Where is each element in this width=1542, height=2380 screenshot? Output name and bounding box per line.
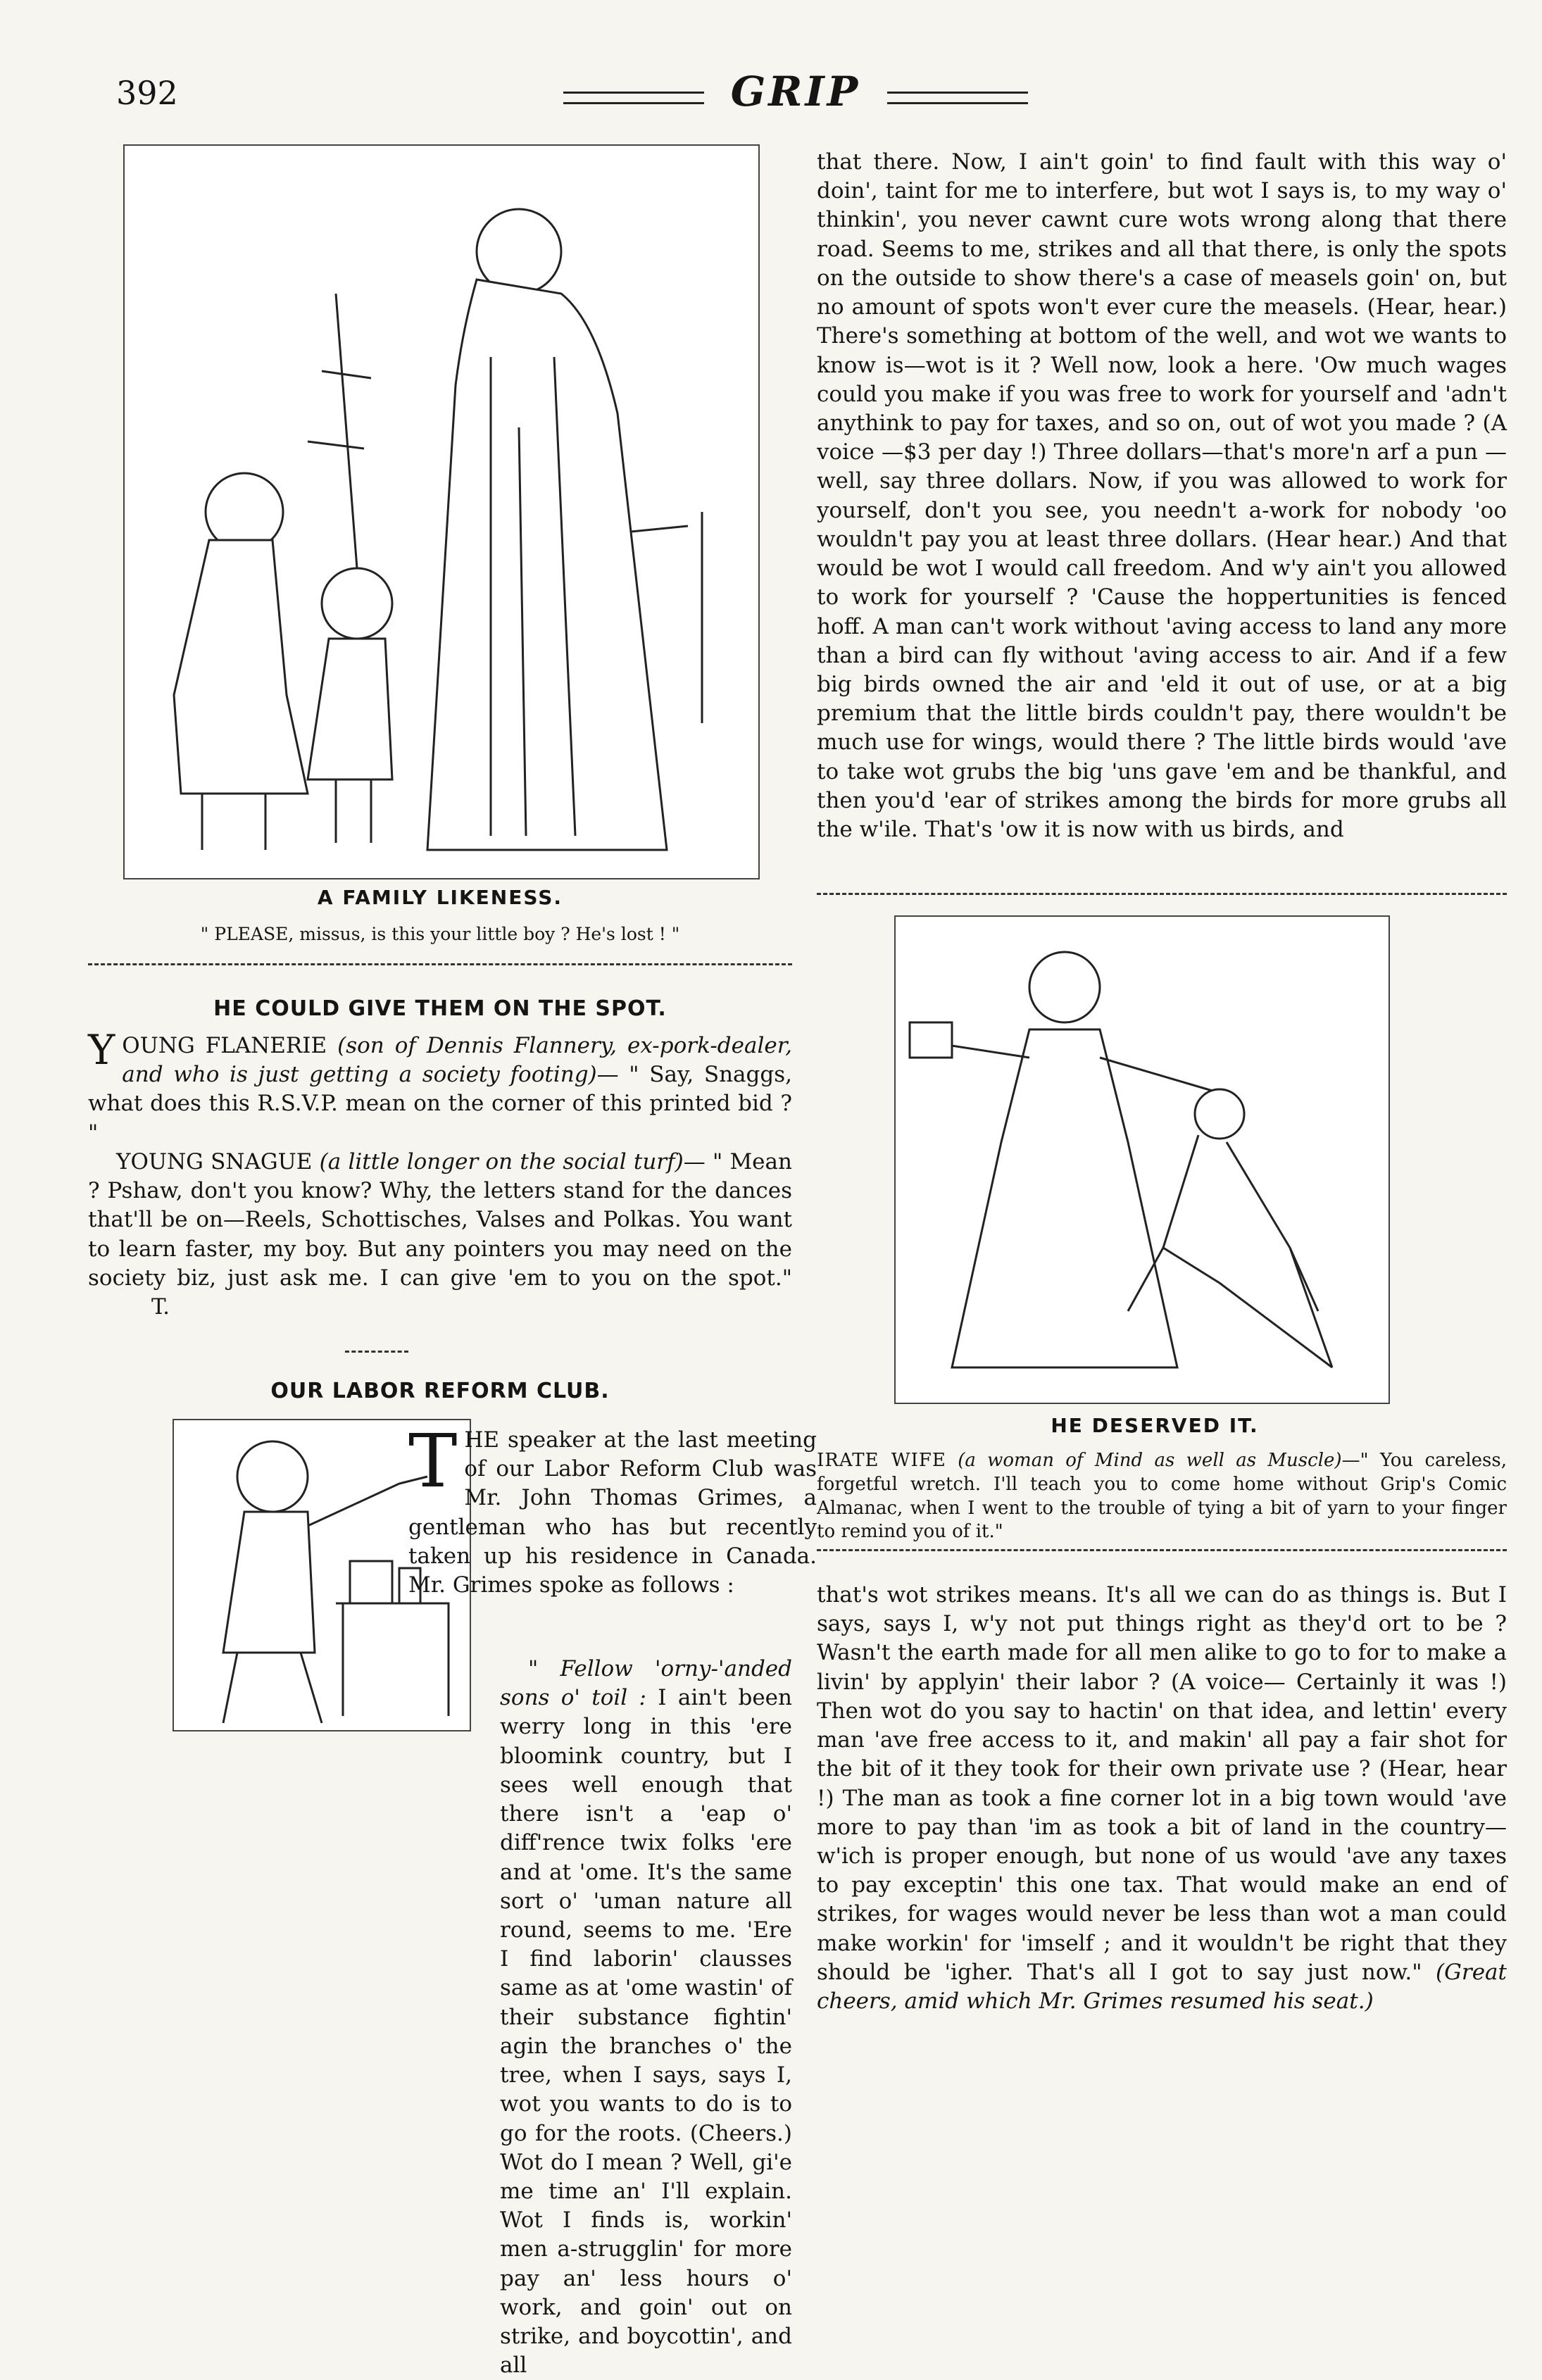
divider: [88, 963, 792, 965]
divider: [817, 1549, 1507, 1551]
dialogue: — " Mean ? Pshaw, don't you know? Why, the letters stand for the dances that'll be on—Reels, Schottisches, Valses and Polkas. You want to learn faster, my boy. But any pointers you may need on the society biz, just ask me. I can give 'em to you on the spot.": [88, 1148, 792, 1291]
family-likeness-drawing: [125, 146, 758, 878]
family-likeness-title: A FAMILY LIKENESS.: [317, 886, 563, 909]
deserved-it-caption: [817, 1449, 1507, 1544]
dialogue: — " Say, Snaggs, what does this R.S.V.P. mean on the corner of this printed bid ? ": [88, 1062, 792, 1146]
labor-club-speech-a: [88, 1655, 792, 2380]
family-likeness-illustration: [123, 144, 760, 879]
divider: [817, 893, 1507, 895]
labor-club-heading: OUR LABOR REFORM CLUB.: [270, 1379, 610, 1403]
intro-text: HE speaker at the last meeting of our Labor Reform Club was Mr. John Thomas Grimes, a gentleman who has but recently taken up his residence in Canada. Mr. Grimes spoke as follows :: [408, 1427, 817, 1598]
caption-dialogue: —" You careless, forgetful wretch. I'll teach you to come home without Grip's Comic Almanac, when I went to the trouble of tying a bit of yarn to your finger to remind you of it.": [817, 1450, 1507, 1543]
family-likeness-caption: " PLEASE, missus, is this your little boy ? He's lost ! ": [200, 924, 680, 944]
dropcap: T: [408, 1418, 458, 1504]
masthead-title: GRIP: [730, 68, 861, 115]
divider: [345, 1351, 408, 1353]
spot-story-heading: HE COULD GIVE THEM ON THE SPOT.: [213, 996, 667, 1021]
speech-paragraph: [88, 1655, 792, 2380]
speaker-name: IRATE WIFE: [817, 1450, 946, 1471]
speech-paragraph: [817, 1581, 1507, 2016]
deserved-it-drawing: [896, 917, 1389, 1403]
page-number: 392: [116, 74, 178, 112]
speech-text: I ain't been werry long in this 'ere bloomink country, but I sees well enough that there isn't a 'eap o' diff'rence twix folks 'ere and at 'ome. It's the same sort o' 'uman nature all round, seems to me. 'Ere I find laborin' clausses same as at 'ome wastin' of their substance fightin' agin the branches o' the tree, when I says, says I, wot you wants to do is to go for the roots. (Cheers.) Wot do I mean ? Well, gi'e me time an' I'll explain. Wot I finds is, workin' men a-strugglin' for more pay an' less hours o' work, and goin' out on strike, and boycottin', and all: [500, 1685, 792, 2379]
speech-closing: (Great cheers, amid which Mr. Grimes resumed his seat.): [817, 1959, 1507, 2015]
speaker-aside: (son of Dennis Flannery, ex-pork-dealer, and who is just getting a society footing): [122, 1033, 792, 1088]
deserved-it-title: HE DESERVED IT.: [1051, 1414, 1259, 1437]
deserved-it-caption-text: [817, 1449, 1507, 1544]
masthead-rule-right: [887, 92, 1028, 104]
signature: T.: [151, 1294, 170, 1320]
masthead: [535, 68, 1056, 113]
dropcap: Y: [88, 1026, 115, 1074]
spot-story-paragraph: [88, 1148, 792, 1322]
speaker-aside: (a woman of Mind as well as Muscle): [958, 1450, 1342, 1471]
spot-story-paragraph: [88, 1026, 792, 1148]
speech-salutation: " Fellow 'orny-'anded sons o' toil :: [500, 1656, 792, 1711]
labor-club-intro: [408, 1418, 817, 1600]
deserved-it-illustration: [894, 915, 1390, 1404]
speech-text: that's wot strikes means. It's all we can do as things is. But I says, says I, w'y not put things right as they'd ort to be ? Wasn't the earth made for all men alike to go to for to make a livin' by applyin' their labor ? (A voice— Certainly it was !) Then wot do you say to hactin' on that idea, and lettin' every man 'ave free access to it, and makin' all pay a fair shot for the bit of it they took for their own private use ? (Hear, hear !) The man as took a fine corner lot in a big town would 'ave more to pay than 'im as took a bit of land in the country—w'ich is proper enough, but none of us would 'ave any taxes to pay exceptin' this one tax. That would make an end of strikes, for wages would never be less than wot a man could make workin' for 'imself ; and it wouldn't be right that they should be 'igher. That's all I got to say just now.": [817, 1582, 1507, 1985]
speaker-aside: (a little longer on the social turf): [319, 1148, 684, 1175]
labor-club-speech-c: [817, 1581, 1507, 2016]
spot-story-body: [88, 1026, 792, 1322]
labor-club-speech-b: that there. Now, I ain't goin' to find fault with this way o' doin', taint for me to interfere, but wot I says is, to my way o' thinkin', you never cawnt cure wots wrong along that there road. Seems to me, strikes and all that there, is only the spots on the outside to show there's a case of measels goin' on, but no amount of spots won't ever cure the measels. (Hear, hear.) There's something at bottom of the well, and wot we wants to know is—wot is it ? Well now, look a here. 'Ow much wages could you make if you was free to work for yourself and 'adn't anythink to pay for taxes, and so on, out of wot you made ? (A voice —$3 per day !) Three dollars—that's more'n arf a pun —well, say three dollars. Now, if you was allowed to work for yourself, don't you see, you needn't a-work for nobody 'oo wouldn't pay you at least three dollars. (Hear hear.) And that would be wot I would call freedom. And w'y ain't you allowed to work for yourself ? 'Cause the hoppertunities is fenced hoff. A man can't work without 'aving access to land any more than a bird can fly without 'aving access to air. And if a few big birds owned the air and 'eld it out of use, or at a big premium that the little birds couldn't pay, there wouldn't be much use for wings, would there ? The little birds would 'ave to take wot grubs the big 'uns gave 'em and be thankful, and then you'd 'ear of strikes among the birds for more grubs all the w'ile. That's 'ow it is now with us birds, and: [817, 149, 1507, 843]
speaker-name: YOUNG SNAGUE: [116, 1148, 313, 1175]
speaker-name: OUNG FLANERIE: [122, 1033, 327, 1058]
